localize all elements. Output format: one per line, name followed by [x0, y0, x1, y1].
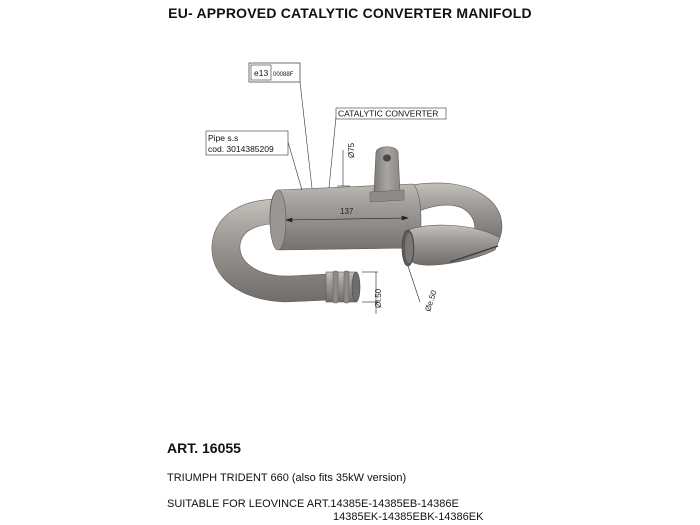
dimension-length: 137	[340, 207, 354, 216]
catalytic-label-text: CATALYTIC CONVERTER	[338, 108, 439, 119]
pipe-label	[206, 131, 288, 155]
page-title: EU- APPROVED CATALYTIC CONVERTER MANIFOLD	[168, 5, 532, 21]
article-number: ART. 16055	[167, 440, 241, 456]
dimension-outlet-diameter: Øi.50	[374, 288, 383, 308]
dimension-body-diameter: Ø75	[347, 142, 356, 158]
homologation-code: 00088F	[273, 72, 294, 78]
pipe-label-line1: Pipe s.s	[208, 133, 239, 143]
outlet-stub	[326, 271, 360, 303]
homologation-box	[249, 63, 300, 82]
homologation-mark: e13	[254, 68, 269, 78]
leader-lines	[288, 82, 336, 190]
catalytic-label	[336, 108, 446, 119]
suitable-line-1: SUITABLE FOR LEOVINCE ART.14385E-14385EB-14386E	[167, 498, 459, 510]
inlet-opening	[402, 225, 500, 266]
pipe-label-line2: cod. 3014385209	[208, 144, 274, 154]
suitable-line-2: 14385EK-14385EBK-14386EK	[333, 511, 484, 523]
vehicle-fitment: TRIUMPH TRIDENT 660 (also fits 35kW version)	[167, 472, 407, 484]
mounting-bracket	[370, 147, 404, 202]
dimension-inlet-diameter: Øe.50	[423, 289, 439, 313]
